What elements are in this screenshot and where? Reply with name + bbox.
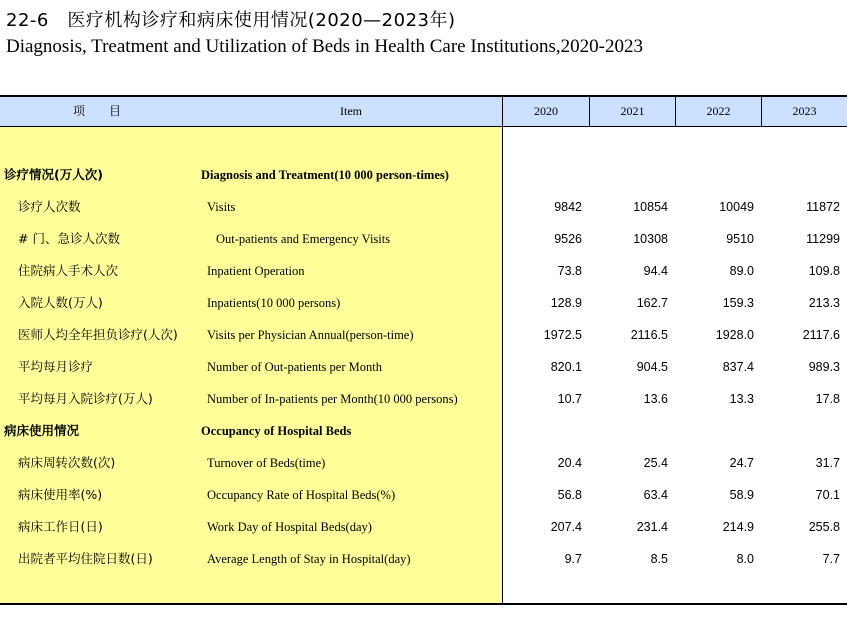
table-row [0, 223, 847, 255]
header-year-2022: 2022 [706, 104, 731, 118]
value-cell-2022: 1928.0 [715, 328, 754, 342]
table-row [0, 287, 847, 319]
value-cell-2020: 1972.5 [543, 328, 582, 342]
row-label-cn: 病床使用率(%) [18, 487, 103, 502]
row-label-en: Occupancy of Hospital Beds [201, 424, 352, 438]
value-cell-2022: 159.3 [722, 296, 754, 310]
page-title-cn: 22-6 医疗机构诊疗和病床使用情况(2020—2023年) [6, 10, 456, 31]
table-row [0, 351, 847, 383]
row-label-en: Average Length of Stay in Hospital(day) [207, 552, 411, 566]
value-cell-2021: 231.4 [636, 520, 668, 534]
value-cell-2023: 11299 [806, 232, 840, 246]
page-title-en: Diagnosis, Treatment and Utilization of Beds in Health Care Institutions,2020-2023 [6, 36, 643, 57]
row-label-en: Inpatient Operation [207, 264, 305, 278]
row-label-cn: 出院者平均住院日数(日) [18, 551, 153, 566]
table-row [0, 447, 847, 479]
value-cell-2023: 70.1 [815, 488, 840, 502]
value-cell-2021: 25.4 [643, 456, 668, 470]
value-cell-2022: 24.7 [729, 456, 754, 470]
row-label-en: Turnover of Beds(time) [207, 456, 326, 470]
value-cell-2020: 9842 [554, 200, 582, 214]
value-cell-2021: 63.4 [643, 488, 668, 502]
row-label-en: Diagnosis and Treatment(10 000 person-times) [201, 168, 449, 182]
value-cell-2020: 56.8 [557, 488, 582, 502]
value-cell-2022: 837.4 [722, 360, 754, 374]
row-label-en: Occupancy Rate of Hospital Beds(%) [207, 488, 396, 502]
value-cell-2022: 89.0 [729, 264, 754, 278]
row-label-en: Work Day of Hospital Beds(day) [207, 520, 372, 534]
value-cell-2020: 820.1 [550, 360, 582, 374]
value-cell-2023: 255.8 [808, 520, 840, 534]
value-cell-2020: 9.7 [564, 552, 582, 566]
row-label-cn: 平均每月入院诊疗(万人) [18, 391, 153, 406]
value-cell-2022: 10049 [719, 200, 754, 214]
value-cell-2020: 128.9 [550, 296, 582, 310]
section-row [0, 159, 847, 191]
value-cell-2022: 58.9 [729, 488, 754, 502]
value-cell-2023: 989.3 [808, 360, 840, 374]
table-row [0, 511, 847, 543]
value-cell-2021: 94.4 [643, 264, 668, 278]
row-label-en: Number of Out-patients per Month [207, 360, 382, 374]
value-cell-2021: 13.6 [643, 392, 668, 406]
row-label-cn: 病床工作日(日) [18, 519, 103, 534]
row-label-en: Visits per Physician Annual(person-time) [207, 328, 414, 342]
row-label-cn: 病床使用情况 [4, 423, 80, 438]
value-cell-2023: 11872 [806, 200, 840, 214]
header-item-en: Item [340, 104, 362, 118]
row-label-cn: 病床周转次数(次) [18, 455, 116, 470]
table-row [0, 255, 847, 287]
value-cell-2023: 31.7 [815, 456, 840, 470]
row-label-en: Inpatients(10 000 persons) [207, 296, 341, 310]
row-label-cn: 诊疗情况(万人次) [4, 167, 103, 182]
value-cell-2021: 162.7 [636, 296, 668, 310]
row-label-en: Number of In-patients per Month(10 000 persons) [207, 392, 458, 406]
row-label-en: Out-patients and Emergency Visits [216, 232, 391, 246]
row-label-cn: 诊疗人次数 [18, 199, 81, 214]
value-cell-2023: 213.3 [808, 296, 840, 310]
value-cell-2021: 10854 [633, 200, 668, 214]
value-cell-2023: 7.7 [822, 552, 840, 566]
value-cell-2020: 10.7 [557, 392, 582, 406]
header-year-2021: 2021 [620, 104, 645, 118]
data-table [0, 95, 847, 605]
value-cell-2023: 17.8 [815, 392, 840, 406]
row-label-cn: 医师人均全年担负诊疗(人次) [18, 327, 178, 342]
row-label-cn: 住院病人手术人次 [18, 263, 119, 278]
row-label-cn: # 门、急诊人次数 [18, 231, 120, 246]
row-label-cn: 入院人数(万人) [18, 295, 103, 310]
value-cell-2023: 2117.6 [802, 328, 840, 342]
value-cell-2021: 2116.5 [630, 328, 668, 342]
table-row [0, 319, 847, 351]
value-cell-2021: 904.5 [636, 360, 668, 374]
value-cell-2020: 9526 [554, 232, 582, 246]
value-cell-2022: 8.0 [736, 552, 754, 566]
header-item-cn: 项 目 [72, 104, 127, 118]
section-row [0, 415, 847, 447]
header-year-2020: 2020 [534, 104, 558, 118]
value-cell-2020: 73.8 [557, 264, 582, 278]
table-row [0, 383, 847, 415]
row-label-en: Visits [207, 200, 236, 214]
table-row [0, 479, 847, 511]
value-cell-2020: 207.4 [550, 520, 582, 534]
value-cell-2022: 9510 [726, 232, 754, 246]
value-cell-2022: 13.3 [729, 392, 754, 406]
value-cell-2021: 8.5 [650, 552, 668, 566]
value-cell-2022: 214.9 [722, 520, 754, 534]
table-row [0, 191, 847, 223]
row-label-cn: 平均每月诊疗 [18, 359, 94, 374]
value-cell-2023: 109.8 [808, 264, 840, 278]
table-header [0, 97, 847, 127]
value-cell-2020: 20.4 [557, 456, 582, 470]
header-year-2023: 2023 [792, 104, 817, 118]
value-cell-2021: 10308 [633, 232, 668, 246]
table-row [0, 543, 847, 575]
